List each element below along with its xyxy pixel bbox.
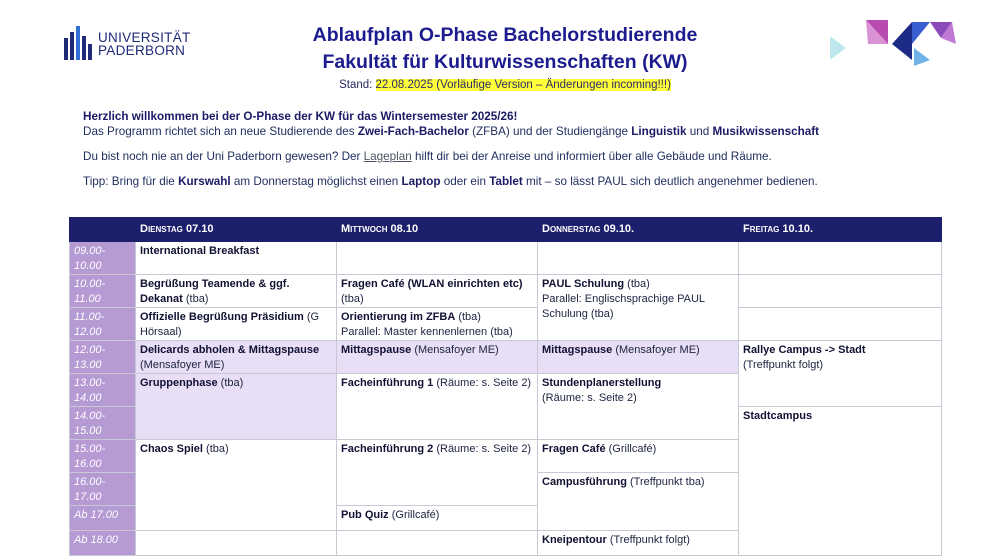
intro-bold: Linguistik — [631, 125, 687, 138]
event-title: Mittagspause — [542, 344, 613, 356]
header-row — [70, 218, 942, 242]
thu-cafe-cell — [538, 440, 739, 473]
event-title: Fragen Café (WLAN einrichten etc) — [341, 278, 523, 290]
event-title: PAUL Schulung — [542, 278, 625, 290]
intro-paragraph-program — [83, 124, 923, 139]
thu-pub-cell — [538, 531, 739, 556]
empty-cell — [538, 242, 739, 275]
intro-text: am Donnerstag möglichst einen — [230, 175, 402, 188]
event-title: Campusführung — [542, 476, 627, 488]
wed-quiz-cell — [337, 506, 538, 531]
event-title: International Breakfast — [140, 245, 260, 257]
university-logo — [62, 24, 192, 62]
day-name: Donnerstag — [542, 223, 601, 235]
time-cell: 13.00-14.00 — [70, 374, 136, 407]
decorative-triangles-graphic — [826, 14, 966, 70]
day-date: 07.10 — [182, 223, 214, 235]
header-time-column — [70, 218, 136, 242]
event-note: (tba) — [341, 293, 364, 305]
event-note: (Treffpunkt tba) — [626, 476, 705, 488]
event-title: Gruppenphase — [140, 377, 218, 389]
time-cell: 16.00-17.00 — [70, 473, 136, 506]
event-title: Stadtcampus — [743, 410, 813, 422]
table-row — [70, 341, 942, 374]
intro-bold: Zwei-Fach-Bachelor — [357, 125, 469, 138]
table-row — [70, 308, 942, 341]
intro-bold: Laptop — [401, 175, 441, 188]
time-cell: 09.00-10.00 — [70, 242, 136, 275]
intro-text: und — [686, 125, 713, 138]
event-title: Facheinführung 1 — [341, 377, 434, 389]
day-date: 08.10 — [387, 223, 419, 235]
time-cell: 10.00-11.00 — [70, 275, 136, 308]
title-line-1: Ablaufplan O-Phase Bachelorstudierende — [312, 24, 698, 46]
thu-plan-cell — [538, 374, 739, 440]
event-title: Begrüßung Teamende & ggf. Dekanat — [140, 278, 290, 305]
empty-cell — [739, 308, 942, 341]
event-title: Rallye Campus -> Stadt — [743, 344, 866, 356]
table-row — [70, 275, 942, 308]
event-note: (Mensafoyer ME) — [612, 344, 700, 356]
logo-line1: UNIVERSITÄT — [98, 30, 191, 45]
thu-paul-cell — [538, 275, 739, 341]
empty-cell — [739, 275, 942, 308]
day-date: 10.10. — [779, 223, 813, 235]
welcome-heading: Herzlich willkommen bei der O-Phase der KW für das Wintersemester 2025/26! — [83, 110, 518, 123]
event-parallel: Parallel: Englischsprachige PAUL Schulung (tba) — [542, 293, 705, 320]
header-thursday — [538, 218, 739, 242]
day-name: Freitag — [743, 223, 780, 235]
intro-text: mit – so lässt PAUL sich deutlich angenehmer bedienen. — [522, 175, 818, 188]
header-friday — [739, 218, 942, 242]
header-wednesday — [337, 218, 538, 242]
event-title: Stundenplanerstellung — [542, 377, 662, 389]
intro-bold: Kurswahl — [178, 175, 231, 188]
day-name: Mittwoch — [341, 223, 388, 235]
intro-bold: Musikwissenschaft — [712, 125, 820, 138]
event-note: (tba) — [202, 443, 229, 455]
event-note: (tba) — [624, 278, 650, 290]
intro-text: Du bist noch nie an der Uni Paderborn gewesen? Der — [83, 150, 364, 163]
event-note: (Grillcafé) — [388, 509, 440, 521]
event-note: (tba) — [217, 377, 244, 389]
intro-text: hilft dir bei der Anreise und informiert über alle Gebäude und Räume. — [411, 150, 772, 163]
tue-chaos-cell — [136, 440, 337, 531]
wed-lunch-cell — [337, 341, 538, 374]
intro-text: Das Programm richtet sich an neue Studierende des — [83, 125, 358, 138]
stand-value-highlight: 22.08.2025 (Vorläufige Version – Änderungen incoming!!!) — [375, 79, 671, 91]
empty-cell — [136, 531, 337, 556]
day-name: Dienstag — [140, 223, 183, 235]
intro-text: (ZFBA) und der Studiengänge — [468, 125, 632, 138]
wed-fach2-cell — [337, 440, 538, 506]
page-title — [200, 22, 810, 76]
title-line-2: Fakultät für Kulturwissenschaften (KW) — [322, 51, 688, 73]
event-title: Facheinführung 2 — [341, 443, 434, 455]
event-parallel: Parallel: Master kennenlernen (tba) — [341, 326, 513, 338]
event-note: (tba) — [455, 311, 481, 323]
version-status — [200, 79, 810, 91]
event-note: (Treffpunkt folgt) — [606, 534, 690, 546]
logo-wordmark — [98, 31, 191, 57]
wed-orientation-cell — [337, 308, 538, 341]
header-tuesday — [136, 218, 337, 242]
intro-bold: Tablet — [489, 175, 523, 188]
thu-tour-cell — [538, 473, 739, 531]
tue-breakfast-cell — [136, 242, 337, 275]
event-note: (tba) — [182, 293, 209, 305]
event-title: Chaos Spiel — [140, 443, 203, 455]
time-cell: 12.00-13.00 — [70, 341, 136, 374]
intro-text: Tipp: Bring für die — [83, 175, 179, 188]
day-date: 09.10. — [600, 223, 635, 235]
intro-paragraph-lageplan — [83, 149, 923, 164]
empty-cell — [337, 242, 538, 275]
time-cell: 14.00-15.00 — [70, 407, 136, 440]
event-title: Mittagspause — [341, 344, 412, 356]
fri-stadtcampus-cell — [739, 407, 942, 556]
time-cell: 15.00-16.00 — [70, 440, 136, 473]
event-title: Offizielle Begrüßung Präsidium — [140, 311, 304, 323]
stand-label: Stand: — [339, 79, 376, 91]
event-note: (Grillcafé) — [605, 443, 657, 455]
event-title: Fragen Café — [542, 443, 606, 455]
event-note: (Mensafoyer ME) — [411, 344, 499, 356]
event-note: (Räume: s. Seite 2) — [542, 392, 637, 404]
table-row — [70, 242, 942, 275]
event-title: Orientierung im ZFBA — [341, 311, 456, 323]
event-note: (G Hörsaal) — [140, 311, 320, 338]
wed-cafe-cell — [337, 275, 538, 308]
fri-rally-cell — [739, 341, 942, 407]
time-cell: Ab 17.00 — [70, 506, 136, 531]
tue-delicards-cell — [136, 341, 337, 374]
time-cell: Ab 18.00 — [70, 531, 136, 556]
thu-lunch-cell — [538, 341, 739, 374]
event-note: (Treffpunkt folgt) — [743, 359, 824, 371]
schedule-table — [69, 217, 942, 556]
logo-line2: PADERBORN — [98, 43, 186, 58]
intro-paragraph-tip — [83, 174, 923, 189]
tue-president-cell — [136, 308, 337, 341]
event-note: (Räume: s. Seite 2) — [433, 443, 532, 455]
empty-cell — [739, 242, 942, 275]
event-note: (Räume: s. Seite 2) — [433, 377, 532, 389]
intro-text: oder ein — [440, 175, 490, 188]
event-title: Delicards abholen & Mittagspause — [140, 344, 320, 356]
time-cell: 11.00-12.00 — [70, 308, 136, 341]
empty-cell — [337, 531, 538, 556]
event-title: Pub Quiz — [341, 509, 389, 521]
university-logo-icon — [62, 24, 96, 62]
event-title: Kneipentour — [542, 534, 607, 546]
tue-welcome-cell — [136, 275, 337, 308]
event-note: (Mensafoyer ME) — [140, 359, 225, 371]
lageplan-link[interactable]: Lageplan — [363, 150, 412, 163]
tue-group-cell — [136, 374, 337, 440]
wed-fach1-cell — [337, 374, 538, 440]
intro-section — [83, 109, 923, 189]
